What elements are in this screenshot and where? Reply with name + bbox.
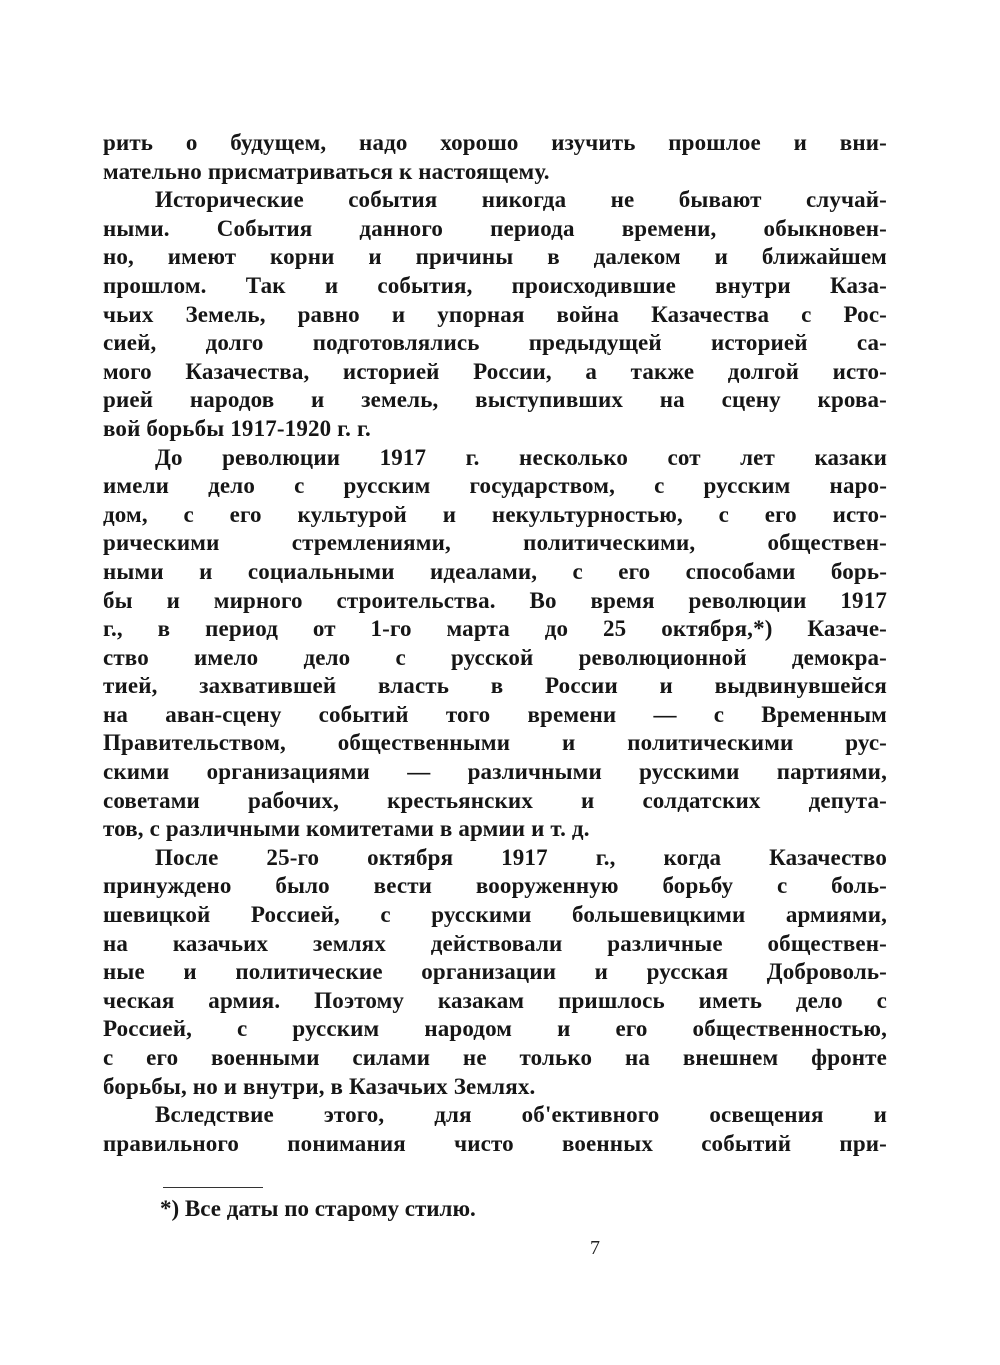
text-line: тией, захватившей власть в России и выдвинувшейся	[103, 673, 887, 699]
page-number: 7	[590, 1237, 600, 1259]
text-line: прошлом. Так и события, происходившие внутри Каза-	[103, 272, 887, 298]
text-line: советами рабочих, крестьянских и солдатских депута-	[103, 787, 887, 813]
body-text	[103, 129, 887, 1158]
footnote-text: *) Все даты по старому стилю.	[160, 1196, 476, 1221]
text-line: ными и социальными идеалами, с его способами борь-	[103, 558, 887, 584]
footnote-divider	[163, 1187, 263, 1188]
text-line: Правительством, общественными и политическими рус-	[103, 730, 887, 756]
text-line: шевицкой Россией, с русскими большевицкими армиями,	[103, 902, 887, 928]
text-line: До революции 1917 г. несколько сот лет казаки	[155, 444, 887, 470]
text-line: мого Казачества, историей России, а также долгой исто-	[103, 358, 887, 384]
text-line: бы и мирного строительства. Во время революции 1917	[103, 587, 887, 613]
text-line: рией народов и земель, выступивших на сцену крова-	[103, 387, 887, 413]
text-line: имели дело с русским государством, с русским наро-	[103, 473, 887, 499]
text-line: скими организациями — различными русскими партиями,	[103, 759, 887, 785]
text-line: дом, с его культурой и некультурностью, с его исто-	[103, 501, 887, 527]
text-line: на аван-сцену событий того времени — с Временным	[103, 701, 887, 727]
text-line: но, имеют корни и причины в далеком и ближайшем	[103, 244, 887, 270]
text-line: вой борьбы 1917-1920 г. г.	[103, 415, 371, 441]
text-line: Вследствие этого, для об'ективного освещения и	[155, 1102, 887, 1128]
text-line: ство имело дело с русской революционной демокра-	[103, 644, 887, 670]
text-line: г., в период от 1-го марта до 25 октября,*) Казаче-	[103, 616, 887, 642]
text-line: борьбы, но и внутри, в Казачьих Землях.	[103, 1073, 536, 1099]
text-line: ческая армия. Поэтому казакам пришлось иметь дело с	[103, 987, 887, 1013]
text-line: рическими стремлениями, политическими, обществен-	[103, 530, 887, 556]
text-line: чьих Земель, равно и упорная война Казачества с Рос-	[103, 301, 887, 327]
text-line: принуждено было вести вооруженную борьбу с боль-	[103, 873, 887, 899]
text-line: с его военными силами не только на внешнем фронте	[103, 1045, 887, 1070]
text-line: сией, долго подготовлялись предыдущей историей са-	[103, 330, 887, 356]
text-line: ные и политические организации и русская Доброволь-	[103, 959, 887, 985]
text-line: на казачьих землях действовали различные обществен-	[103, 930, 887, 956]
text-line: Россией, с русским народом и его общественностью,	[103, 1016, 887, 1042]
text-line: тов, с различными комитетами в армии и т. д.	[103, 816, 590, 842]
text-line: После 25-го октября 1917 г., когда Казачество	[155, 844, 887, 870]
text-line: рить о будущем, надо хорошо изучить прошлое и вни-	[103, 130, 887, 155]
text-line: Исторические события никогда не бывают случай-	[155, 187, 887, 213]
text-line: мательно присматриваться к настоящему.	[103, 158, 550, 184]
text-line: правильного понимания чисто военных событий при-	[103, 1130, 887, 1156]
text-line: ными. События данного периода времени, обыкновен-	[103, 215, 887, 241]
